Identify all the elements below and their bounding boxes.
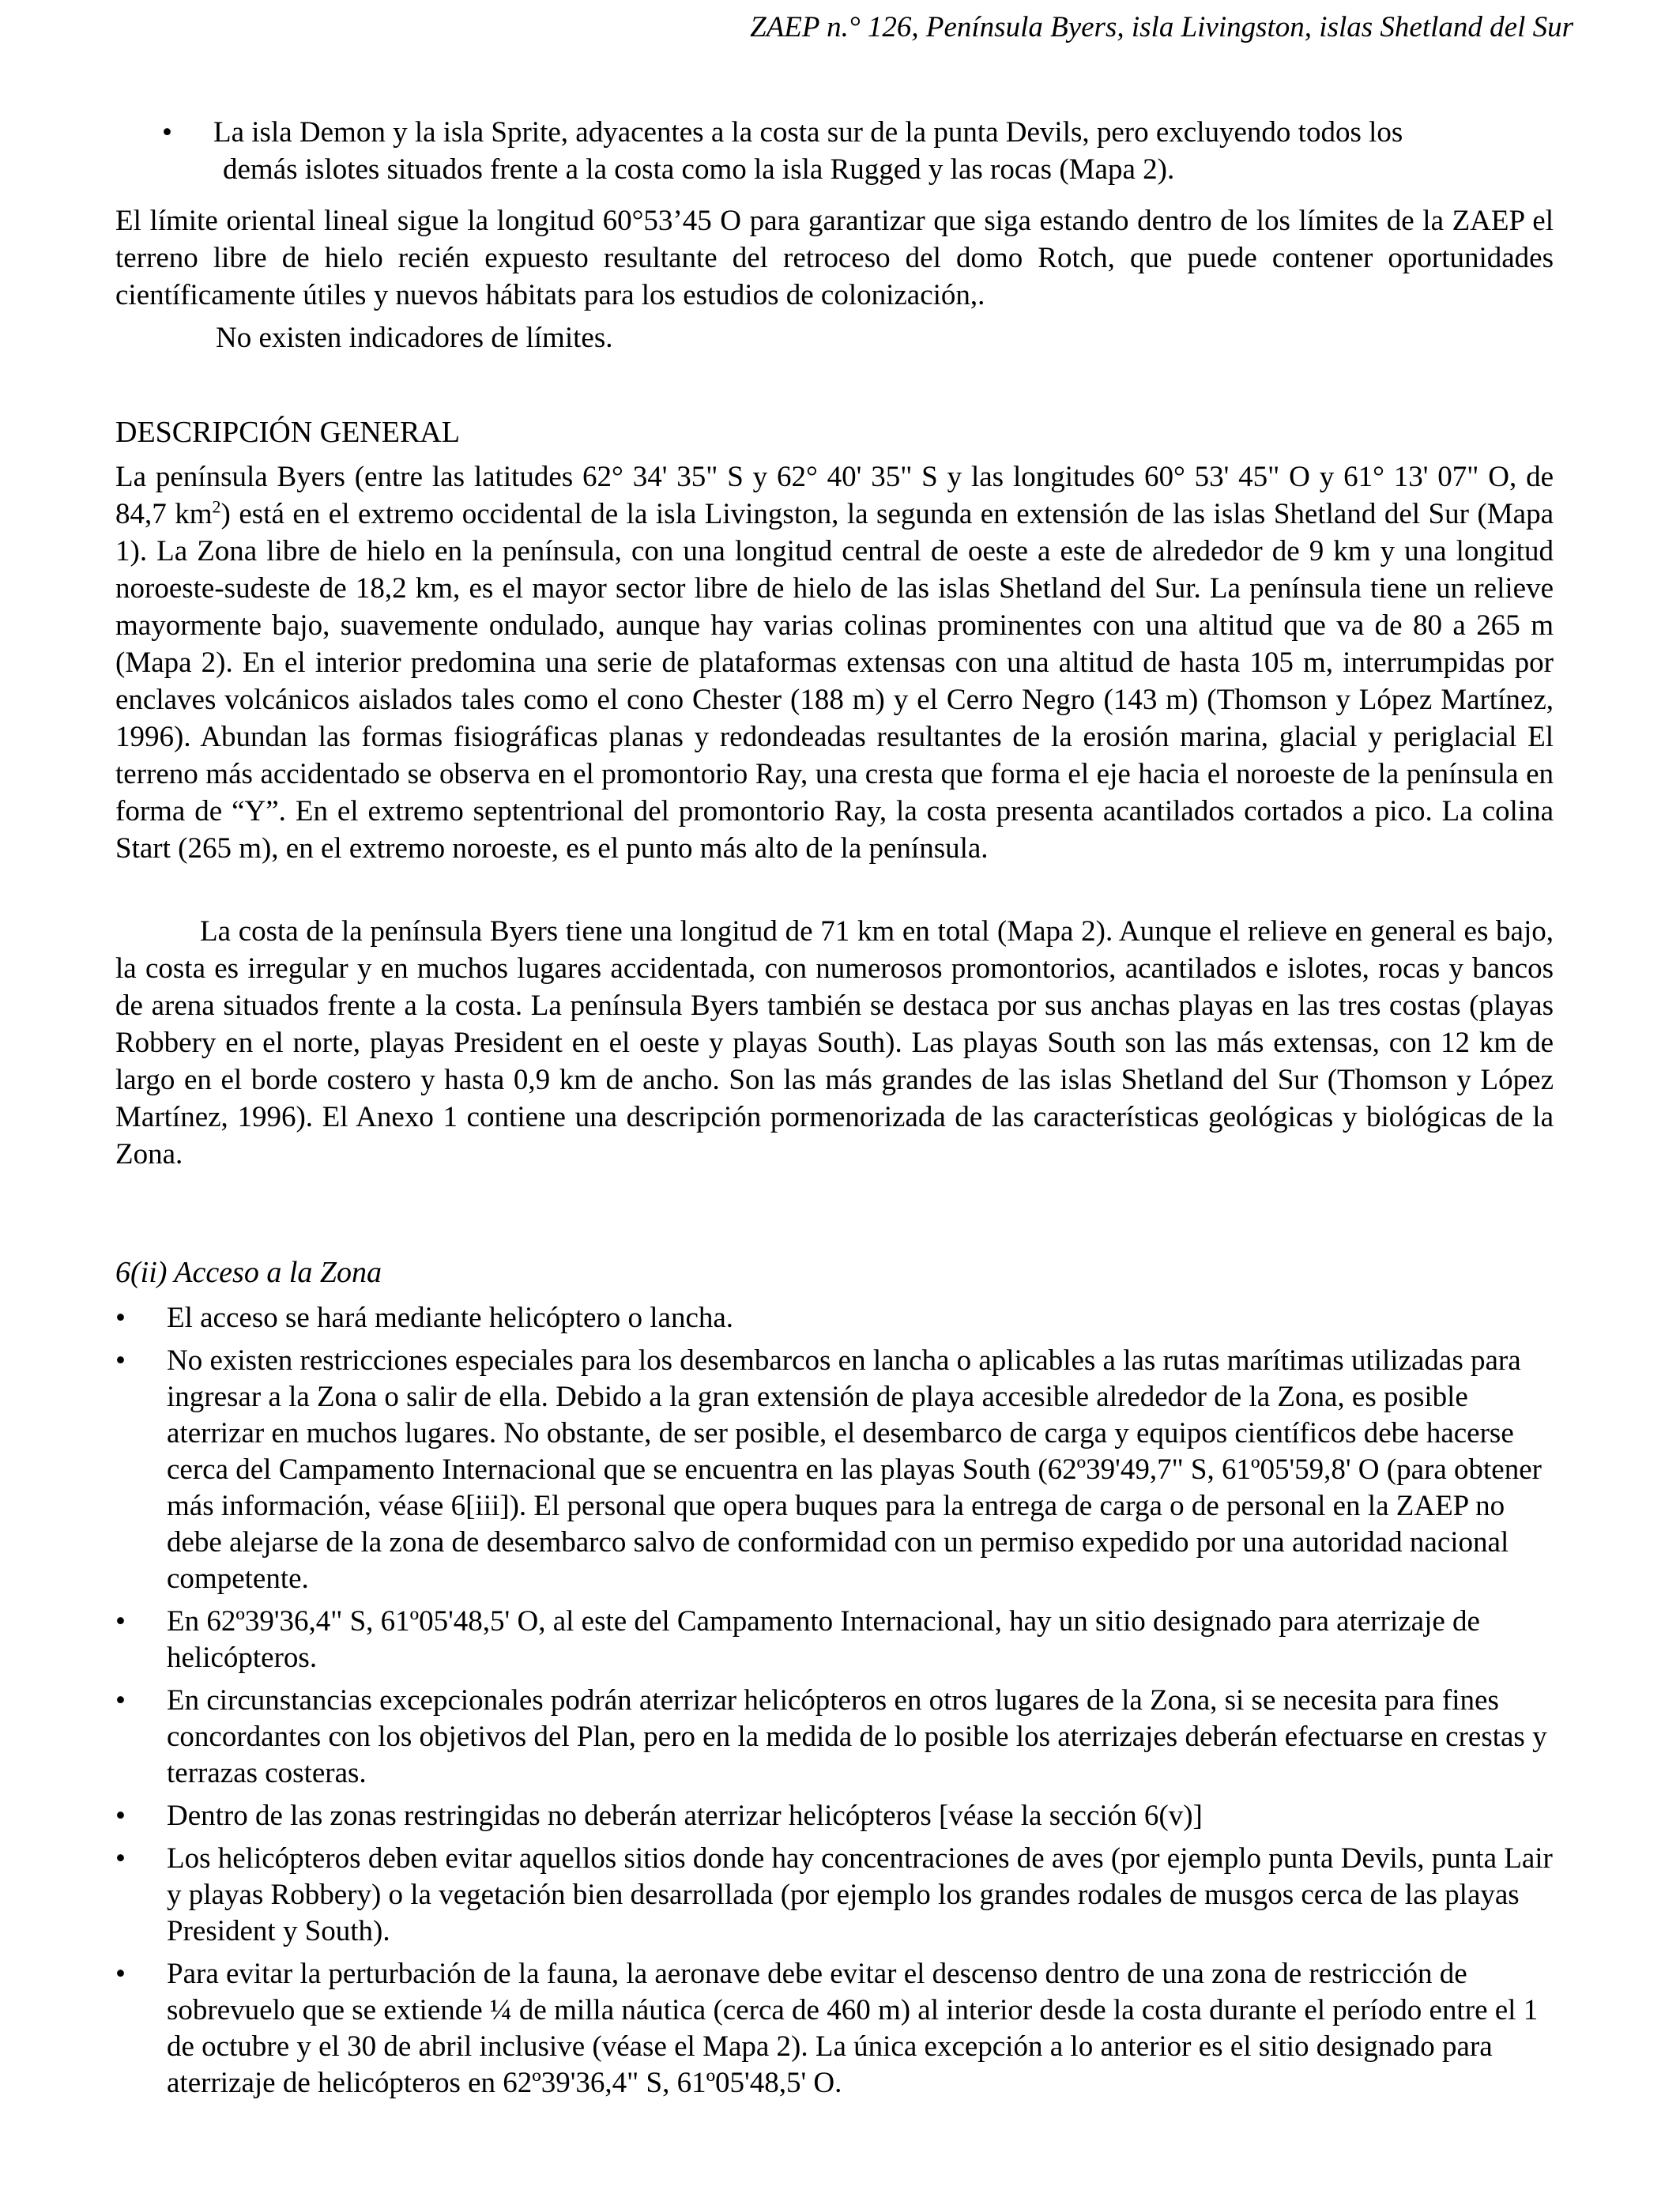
general-description-heading: DESCRIPCIÓN GENERAL xyxy=(115,416,460,449)
list-item xyxy=(115,1604,1554,1676)
running-header: ZAEP n.° 126, Península Byers, isla Livingston, islas Shetland del Sur xyxy=(750,11,1573,43)
access-heading: 6(ii) Acceso a la Zona xyxy=(115,1256,382,1289)
bullet-icon: • xyxy=(115,1605,126,1638)
list-item xyxy=(115,1798,1554,1834)
list-item xyxy=(115,1956,1554,2102)
list-item-text: No existen restricciones especiales para los desembarcos en lancha o aplicables a las rutas marítimas utilizadas para ingresar a la Zona o salir de ella. Debido a la gran extensión de playa accesible alrededor de la Zona, es posible aterrizar en muchos lugares. No obstante, de ser posible, el desembarco de carga y equipos científicos debe hacerse cerca del Campamento Internacional que se encuentra en las playas South (62º39'49,7" S, 61º05'59,8' O (para obtener más información, véase 6[iii]). El personal que opera buques para la entrega de carga o de personal en la ZAEP no debe alejarse de la zona de desembarco salvo de conformidad con un permiso expedido por una autoridad nacional competente. xyxy=(167,1344,1542,1595)
list-item-text: En circunstancias excepcionales podrán aterrizar helicópteros en otros lugares de la Zona, si se necesita para fines concordantes con los objetivos del Plan, pero en la medida de lo posible los aterrizajes deberán efectuarse en crestas y terrazas costeras. xyxy=(167,1684,1547,1789)
bullet-icon: • xyxy=(115,1684,126,1717)
paragraph-text: La península Byers (entre las latitudes 62° 34' 35" S y 62° 40' 35" S y las longitudes 60° 53' 45" O y 61° 13' 07" O, de 84,7 km xyxy=(115,461,1554,530)
bullet-icon: • xyxy=(115,1800,126,1832)
access-list xyxy=(115,1300,1554,2108)
list-item xyxy=(115,1300,1554,1336)
list-item-text: En 62º39'36,4" S, 61º05'48,5' O, al este del Campamento Internacional, hay un sitio designado para aterrizaje de helicópteros. xyxy=(167,1605,1480,1674)
bullet-text-line-2: demás islotes situados frente a la costa como la isla Rugged y las rocas (Mapa 2). xyxy=(223,153,1175,186)
list-item-text: Los helicópteros deben evitar aquellos sitios donde hay concentraciones de aves (por ejemplo punta Devils, punta Lair y playas Robbery) o la vegetación bien desarrollada (por ejemplo los grandes rodales de musgos cerca de las playas President y South). xyxy=(167,1842,1553,1947)
list-item-text: Dentro de las zonas restringidas no deberán aterrizar helicópteros [véase la sección 6(v)] xyxy=(167,1800,1203,1832)
bullet-icon: • xyxy=(115,1958,126,1990)
bullet-icon: • xyxy=(115,1842,126,1875)
bullet-icon: • xyxy=(115,1344,126,1377)
list-item xyxy=(162,114,1541,188)
coast-paragraph: La costa de la península Byers tiene una longitud de 71 km en total (Mapa 2). Aunque el relieve en general es bajo, la costa es irregular y en muchos lugares accidentada, con numerosos promontorios, acantilados e islotes, rocas y bancos de arena situados frente a la costa. La península Byers también se destaca por sus anchas playas en las tres costas (playas Robbery en el norte, playas President en el oeste y playas South). Las playas South son las más extensas, con 12 km de largo en el borde costero y hasta 0,9 km de ancho. Son las más grandes de las islas Shetland del Sur (Thomson y López Martínez, 1996). El Anexo 1 contiene una descripción pormenorizada de las características geológicas y biológicas de la Zona. xyxy=(115,915,1554,1171)
no-markers-paragraph: No existen indicadores de límites. xyxy=(216,322,613,354)
bullet-icon: • xyxy=(162,116,172,149)
list-item-text: Para evitar la perturbación de la fauna, la aeronave debe evitar el descenso dentro de una zona de restricción de sobrevuelo que se extiende ¼ de milla náutica (cerca de 460 m) al interior desde la costa durante el período entre el 1 de octubre y el 30 de abril inclusive (véase el Mapa 2). La única excepción a lo anterior es el sitio designado para aterrizaje de helicópteros en 62º39'36,4" S, 61º05'48,5' O. xyxy=(167,1958,1539,2099)
bullet-icon: • xyxy=(115,1302,126,1334)
list-item-text: El acceso se hará mediante helicóptero o lancha. xyxy=(167,1302,734,1334)
eastern-boundary-paragraph: El límite oriental lineal sigue la longitud 60°53’45 O para garantizar que siga estando dentro de los límites de la ZAEP el terreno libre de hielo recién expuesto resultante del retroceso del domo Rotch, que puede contener oportunidades científicamente útiles y nuevos hábitats para los estudios de colonización,. xyxy=(115,205,1554,311)
general-description-paragraph xyxy=(115,458,1554,867)
paragraph-text: ) está en el extremo occidental de la isla Livingston, la segunda en extensión de las islas Shetland del Sur (Mapa 1). La Zona libre de hielo en la península, con una longitud central de oeste a este de alrededor de 9 km y una longitud noroeste-sudeste de 18,2 km, es el mayor sector libre de hielo de las islas Shetland del Sur. La península tiene un relieve mayormente bajo, suavemente ondulado, aunque hay varias colinas prominentes con una altitud que va de 80 a 265 m (Mapa 2). En el interior predomina una serie de plataformas extensas con una altitud de hasta 105 m, interrumpidas por enclaves volcánicos aislados tales como el cono Chester (188 m) y el Cerro Negro (143 m) (Thomson y López Martínez, 1996). Abundan las formas fisiográficas planas y redondeadas resultantes de la erosión marina, glacial y periglacial El terreno más accidentado se observa en el promontorio Ray, una cresta que forma el eje hacia el noroeste de la península en forma de “Y”. En el extremo septentrional del promontorio Ray, la costa presenta acantilados cortados a pico. La colina Start (265 m), en el extremo noroeste, es el punto más alto de la península. xyxy=(115,498,1554,865)
bullet-text-line-1: La isla Demon y la isla Sprite, adyacentes a la costa sur de la punta Devils, pero excluyendo todos los xyxy=(213,116,1403,149)
list-item xyxy=(115,1683,1554,1792)
list-item xyxy=(115,1841,1554,1950)
list-item xyxy=(115,1343,1554,1597)
superscript: 2 xyxy=(212,496,221,517)
